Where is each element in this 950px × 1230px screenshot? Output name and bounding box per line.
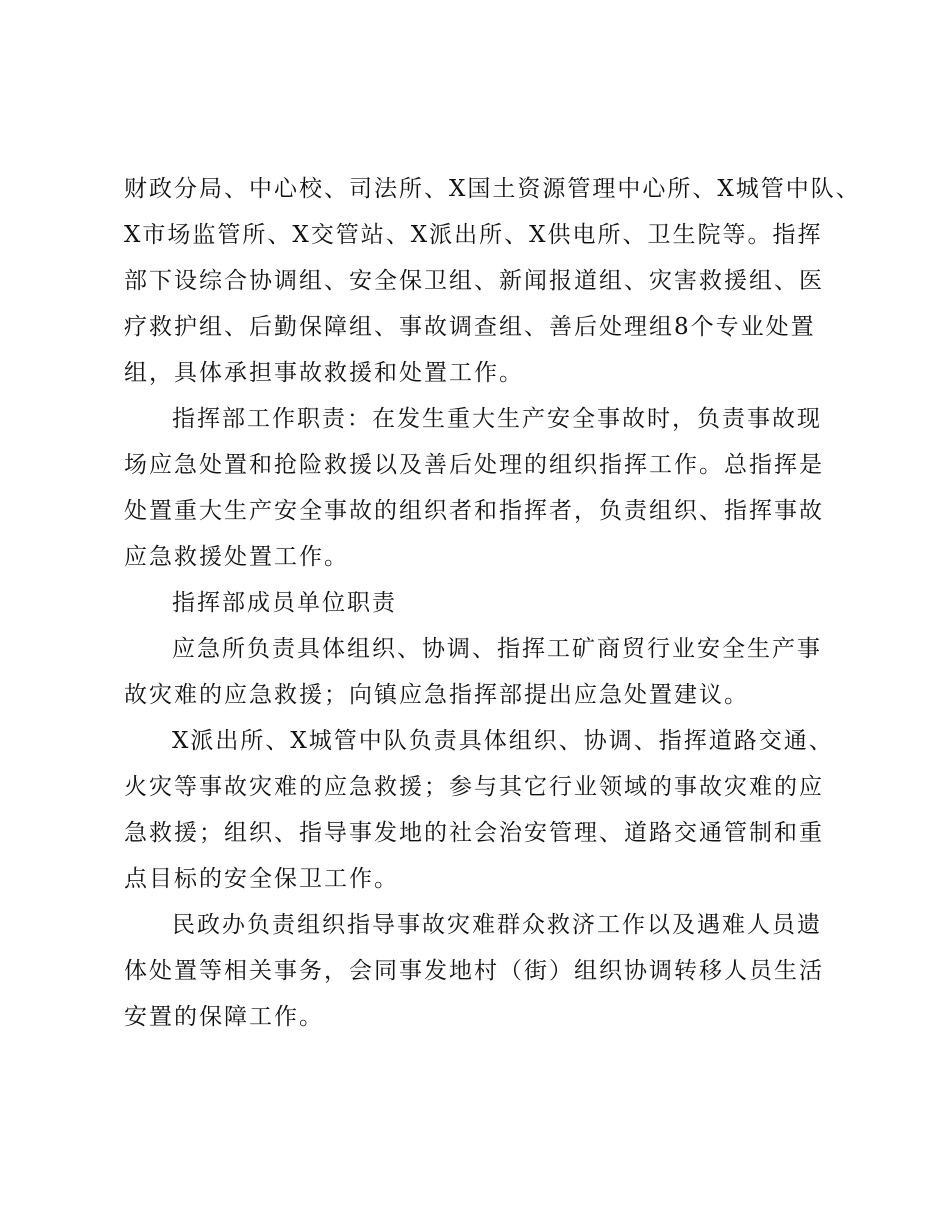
paragraph-line: X市场监管所、X交管站、X派出所、X供电所、卫生院等。指挥 <box>124 222 823 248</box>
paragraph-line: 应急所负责具体组织、协调、指挥工矿商贸行业安全生产事 <box>172 636 822 662</box>
paragraph-line: 急救援；组织、指导事发地的社会治安管理、道路交通管制和重 <box>124 820 824 846</box>
paragraph-line: X派出所、X城管中队负责具体组织、协调、指挥道路交通、 <box>172 728 834 754</box>
paragraph-line: 民政办负责组织指导事故灾难群众救济工作以及遇难人员遗 <box>172 912 822 938</box>
paragraph-line: 体处置等相关事务，会同事发地村（街）组织协调转移人员生活 <box>124 958 824 984</box>
paragraph-line: 应急救援处置工作。 <box>124 544 349 570</box>
section-heading: 指挥部成员单位职责 <box>172 590 397 616</box>
paragraph-line: 指挥部工作职责：在发生重大生产安全事故时，负责事故现 <box>172 406 822 432</box>
paragraph-line: 火灾等事故灾难的应急救援；参与其它行业领域的事故灾难的应 <box>124 774 824 800</box>
paragraph-line: 处置重大生产安全事故的组织者和指挥者，负责组织、指挥事故 <box>124 498 824 524</box>
paragraph-line: 点目标的安全保卫工作。 <box>124 866 399 892</box>
paragraph-line: 财政分局、中心校、司法所、X国土资源管理中心所、X城管中队、 <box>124 176 861 202</box>
paragraph-line: 场应急处置和抢险救援以及善后处理的组织指挥工作。总指挥是 <box>124 452 824 478</box>
paragraph-line: 故灾难的应急救援；向镇应急指挥部提出应急处置建议。 <box>124 682 749 708</box>
paragraph-line: 组，具体承担事故救援和处置工作。 <box>124 360 524 386</box>
paragraph-line: 安置的保障工作。 <box>124 1004 324 1030</box>
document-body <box>124 166 861 1040</box>
paragraph-line: 部下设综合协调组、安全保卫组、新闻报道组、灾害救援组、医 <box>124 268 824 294</box>
paragraph-line: 疗救护组、后勤保障组、事故调查组、善后处理组8个专业处置 <box>124 314 816 340</box>
